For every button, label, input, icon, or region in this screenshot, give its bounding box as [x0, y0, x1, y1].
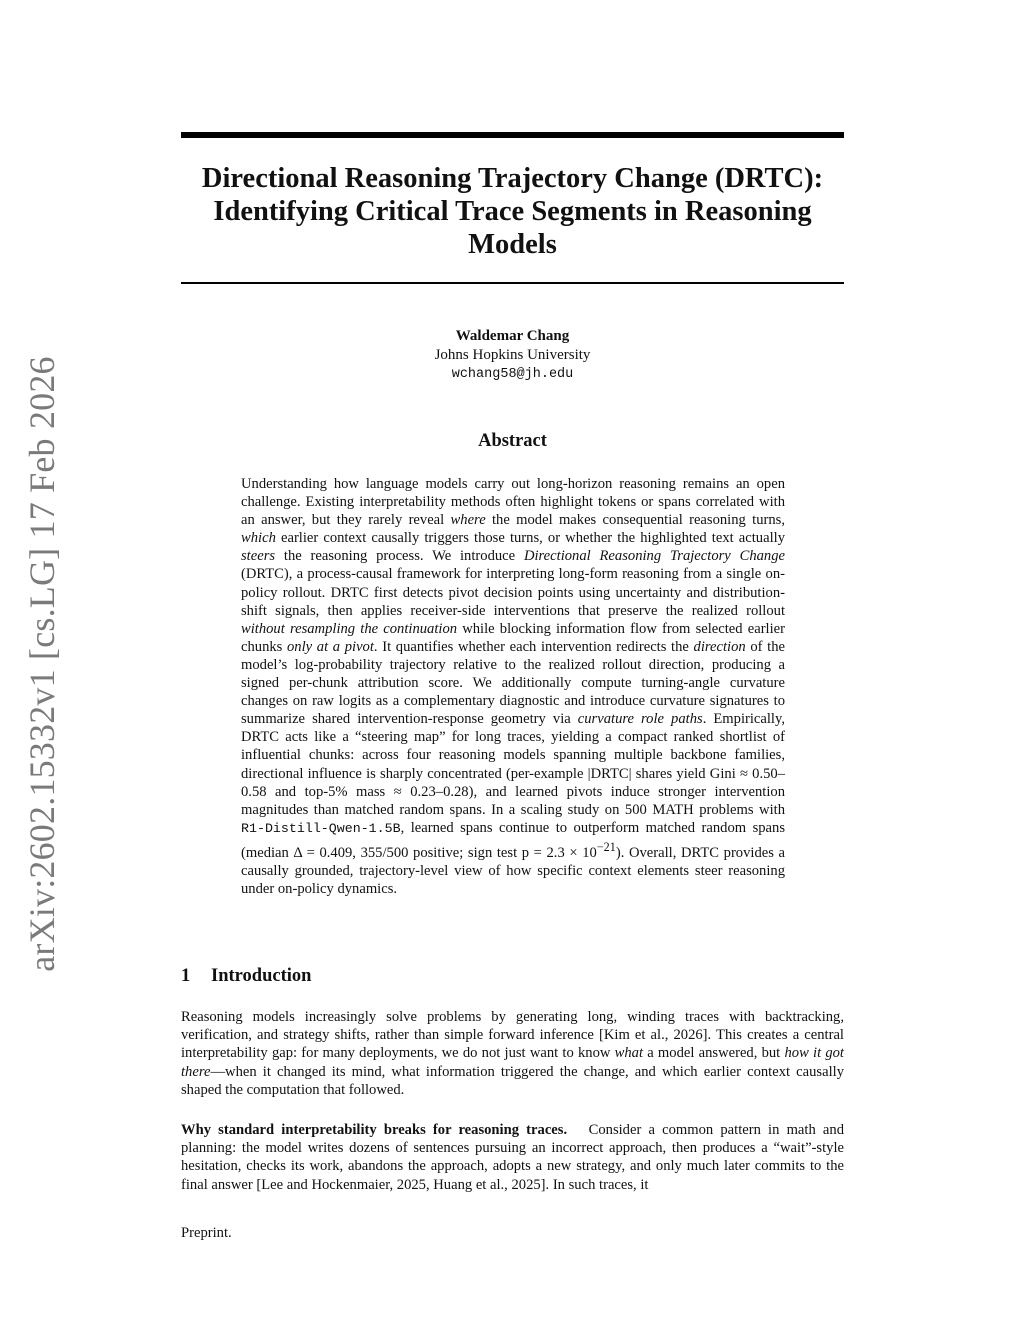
intro-paragraph-1: Reasoning models increasingly solve problems by generating long, winding traces with backtracking, verification, and strategy shifts, rather than simple forward inference [Kim et al., 2026]. This creates a central interpretability gap: for many deployments, we do not just want to know what a model answered, but how it got there—when it changed its mind, what information triggered the change, and which earlier context causally shaped the computation that followed. [181, 1009, 844, 1098]
footer-preprint: Preprint. [181, 1225, 232, 1241]
author-affiliation: Johns Hopkins University [434, 347, 591, 363]
arxiv-identifier-stamp[interactable]: arXiv:2602.15332v1 [cs.LG] 17 Feb 2026 [22, 356, 62, 972]
paragraph-title: Why standard interpretability breaks for reasoning traces. [181, 1122, 568, 1138]
author-block [181, 327, 844, 384]
section-heading-introduction [181, 966, 311, 987]
title-line-2: Identifying Critical Trace Segments in Reasoning [213, 196, 812, 227]
author-email[interactable]: wchang58@jh.edu [451, 367, 574, 382]
abstract-body: Understanding how language models carry out long-horizon reasoning remains an open challenge. Existing interpretability methods often highlight tokens or spans correlated with an answer, but they rarely reveal where the model makes consequential reasoning turns, which earlier context causally triggers those turns, or whether the highlighted text actually steers the reasoning process. We introduce Directional Reasoning Trajectory Change (DRTC), a process-causal framework for interpreting long-form reasoning from a single on-policy rollout. DRTC first detects pivot decision points using uncertainty and distribution-shift signals, then applies receiver-side interventions that preserve the realized rollout without resampling the continuation while blocking information flow from selected earlier chunks only at a pivot. It quantifies whether each intervention redirects the direction of the model’s log-probability trajectory relative to the realized rollout direction, producing a signed per-chunk attribution score. We additionally compute turning-angle curvature changes on raw logits as a complementary diagnostic and introduce curvature signatures to summarize shared intervention-response geometry via curvature role paths. Empirically, DRTC acts like a “steering map” for long traces, yielding a compact ranked shortlist of influential chunks: across four reasoning models spanning multiple backbone families, directional influence is sharply concentrated (per-example |DRTC| shares yield Gini ≈ 0.50–0.58 and top-5% mass ≈ 0.23–0.28), and learned pivots induce stronger intervention magnitudes than matched random spans. In a scaling study on 500 MATH problems with R1-Distill-Qwen-1.5B, learned spans continue to outperform matched random spans (median Δ = 0.409, 355/500 positive; sign test $p = 2.3 \times 10^{-21}$). Overall, DRTC provides a causally grounded, trajectory-level view of how specific context elements steer reasoning under on-policy dynamics. [241, 476, 786, 897]
title-line-3: Models [468, 229, 557, 260]
author-name: Waldemar Chang [455, 328, 570, 344]
paper-title [181, 162, 844, 261]
model-name-code: R1-Distill-Qwen-1.5B [241, 820, 401, 836]
abstract-heading: Abstract [478, 431, 547, 451]
section-number: 1 [181, 966, 191, 986]
section-title: Introduction [211, 966, 312, 986]
intro-paragraph-2: Why standard interpretability breaks for reasoning traces. Consider a common pattern in math and planning: the model writes dozens of sentences pursuing an incorrect approach, then produces a “wait”-style hesitation, checks its work, abandons the approach, adopts a new strategy, and only much later commits to the final answer [Lee and Hockenmaier, 2025, Huang et al., 2025]. In such traces, it [181, 1122, 844, 1193]
title-line-1: Directional Reasoning Trajectory Change (DRTC): [201, 163, 824, 194]
title-bottom-rule [181, 282, 844, 284]
title-top-rule [181, 132, 844, 138]
